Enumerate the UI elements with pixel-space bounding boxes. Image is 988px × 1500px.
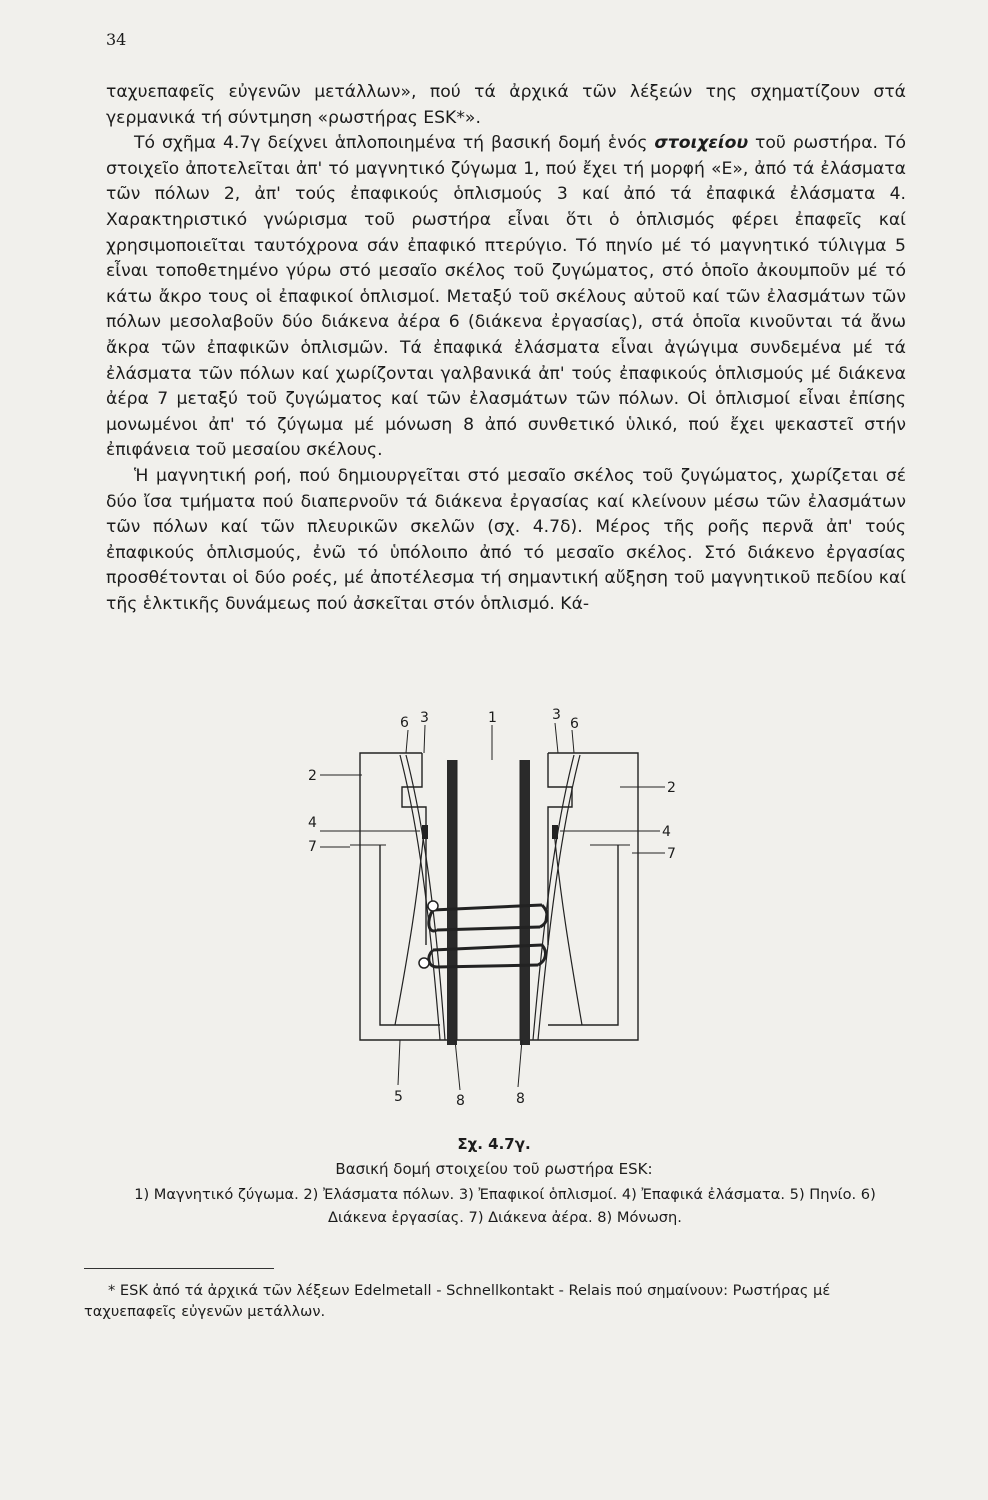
- paragraph-3: Ἡ μαγνητική ροή, πού δημιουργεῖται στό μεσαῖο σκέλος τοῦ ζυγώματος, χωρίζεται σέ δύο ἴσα τμήματα πού διαπερνοῦν τά διάκενα ἐργασίας καί κλείνουν μέσω τῶν ἐλασμάτων τῶν πόλων καί τῶν πλευρικῶν σκελῶν (σχ. 4.7δ). Μέρος τῆς ροῆς περνᾶ ἀπ' τούς ἐπαφικούς ὁπλισμούς, ἐνῶ τό ὑπόλοιπο ἀπό τό μεσαῖο σκέλος. Στό διάκενο ἐργασίας προσθέτονται οἱ δύο ροές, μέ ἀποτέλεσμα τή σημαντική αὔξηση τοῦ μαγνητικοῦ πεδίου καί τῆς ἑλκτικῆς δυνάμεως πού ἀσκεῖται στόν ὁπλισμό. Κά-: [106, 465, 906, 614]
- label-8-left: 8: [456, 1093, 465, 1109]
- relay-element-diagram: [290, 695, 690, 1125]
- label-7-left: 7: [308, 839, 317, 855]
- footnote: * ESK ἀπό τά ἀρχικά τῶν λέξεων Edelmetall - Schnellkontakt - Relais πού σημαίνουν: Ρωστήρας μέ ταχυεπαφεῖς εὐγενῶν μετάλλων.: [84, 1282, 831, 1320]
- label-6-left: 6: [400, 715, 409, 731]
- body-text: [106, 80, 906, 617]
- label-5: 5: [394, 1089, 403, 1105]
- label-3-right: 3: [552, 707, 561, 723]
- page-number: 34: [106, 30, 127, 49]
- middle-leg: [447, 760, 530, 1045]
- label-6-right: 6: [570, 716, 579, 732]
- label-2-right: 2: [667, 780, 676, 796]
- emphasis-term: στοιχείου: [654, 133, 749, 154]
- label-8-right: 8: [516, 1091, 525, 1107]
- footnote-divider: [84, 1268, 274, 1269]
- label-2-left: 2: [308, 768, 317, 784]
- label-1: 1: [488, 710, 497, 726]
- label-4-left: 4: [308, 815, 317, 831]
- label-4-right: 4: [662, 824, 671, 840]
- paragraph-2-start: Τό σχῆμα 4.7γ δείχνει ἁπλοποιημένα τή βασική δομή ἑνός: [134, 133, 648, 154]
- figure-caption-legend: 1) Μαγνητικό ζύγωμα. 2) Ἐλάσματα πόλων. 3) Ἐπαφικοί ὁπλισμοί. 4) Ἐπαφικά ἐλάσματα. 5) Πηνίο. 6) Διάκενα ἐργασίας. 7) Διάκενα ἀέρα. 8) Μόνωση.: [134, 1186, 876, 1226]
- label-7-right: 7: [667, 846, 676, 862]
- paragraph-1: ταχυεπαφεῖς εὐγενῶν μετάλλων», πού τά ἀρχικά τῶν λέξεών της σχηματίζουν στά γερμανικά τή σύντμηση «ρωστήρας ESK*».: [106, 82, 906, 128]
- figure-caption-subtitle: Βασική δομή στοιχείου τοῦ ρωστήρα ESK:: [335, 1160, 653, 1178]
- figure-caption-title: Σχ. 4.7γ.: [457, 1135, 531, 1153]
- label-3-left: 3: [420, 710, 429, 726]
- paragraph-2: [106, 131, 906, 464]
- paragraph-2-rest: τοῦ ρωστήρα. Τό στοιχεῖο ἀποτελεῖται ἀπ' τό μαγνητικό ζύγωμα 1, πού ἔχει τή μορφή «Ε», ἀπό τά ἐλάσματα τῶν πόλων 2, ἀπ' τούς ἐπαφικούς ὁπλισμούς 3 καί ἀπό τά ἐπαφικά ἐλάσματα 4. Χαρακτηριστικό γνώρισμα τοῦ ρωστήρα εἶναι ὅτι ὁ ὁπλισμός φέρει ἐπαφεῖς καί χρησιμοποιεῖται ταυτόχρονα σάν ἐπαφικό πτερύγιο. Τό πηνίο μέ τό μαγνητικό τύλιγμα 5 εἶναι τοποθετημένο γύρω στό μεσαῖο σκέλος τοῦ ζυγώματος, στό ὁποῖο ἀκουμποῦν μέ τό κάτω ἄκρο τους οἱ ἐπαφικοί ὁπλισμοί. Μεταξύ τοῦ σκέλους αὐτοῦ καί τῶν ἐλασμάτων τῶν πόλων μεσολαβοῦν δύο διάκενα ἀέρα 6 (διάκενα ἐργασίας), στά ὁποῖα κινοῦνται τά ἄνω ἄκρα τῶν ἐπαφικῶν ὁπλισμῶν. Τά ἐπαφικά ἐλάσματα εἶναι ἀγώγιμα συνδεμένα μέ τά ἐλάσματα τῶν πόλων καί χωρίζονται γαλβανικά ἀπ' τούς ἐπαφικούς ὁπλισμούς μέ διάκενα ἀέρα 7 μεταξύ τοῦ ζυγώματος καί τῶν ἐλασμάτων τῶν πόλων. Οἱ ὁπλισμοί εἶναι ἐπίσης μονωμένοι ἀπ' τό ζύγωμα μέ μόνωση 8 ἀπό συνθετικό ὑλικό, πού ἔχει ψεκαστεῖ στήν ἐπιφάνεια τοῦ μεσαίου σκέλους.: [106, 133, 906, 461]
